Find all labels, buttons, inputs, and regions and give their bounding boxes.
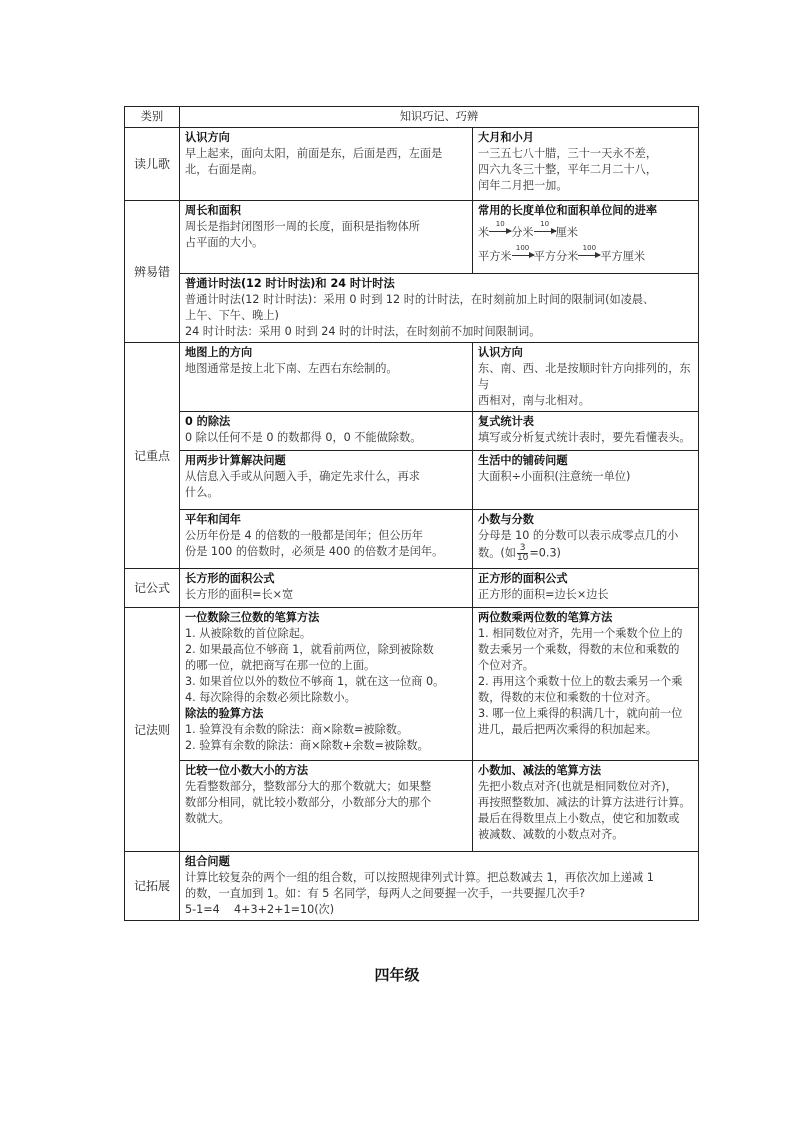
cell-left (180, 761, 473, 852)
header-category: 类别 (125, 107, 180, 128)
arrow-icon (578, 244, 600, 263)
cell-text: 先看整数部分，整数部分大的那个数就大；如果整 (185, 780, 432, 793)
cell-text: 个位对齐。 (478, 659, 534, 672)
cell-text: 1. 相同数位对齐，先用一个乘数个位上的 (478, 627, 683, 640)
row-bianyicuo-full (125, 274, 699, 343)
cell-title: 生活中的铺砖问题 (478, 454, 568, 467)
cell-title: 周长和面积 (185, 204, 241, 217)
category-label: 辨易错 (125, 201, 180, 343)
cell-right (473, 510, 699, 569)
cell-text: 闰年二月把一加。 (478, 179, 568, 192)
cell-text: 1. 从被除数的首位除起。 (185, 627, 312, 640)
unit-label: 米 (478, 226, 490, 239)
cell-text: 再按照整数加、减法的计算方法进行计算。 (478, 796, 691, 809)
cell-left (180, 451, 473, 510)
cell-right (473, 608, 699, 761)
cell-title: 除法的验算方法 (185, 707, 264, 720)
cell-right (473, 201, 699, 274)
unit-label: 平方米 (478, 250, 512, 263)
text-fragment: 数。(如 (478, 546, 516, 560)
cell-text: 一三五七八十腊，三十一天永不差， (478, 147, 658, 160)
row-zhongdian-1 (125, 343, 699, 412)
row-gongshi (125, 569, 699, 608)
cell-title: 比较一位小数大小的方法 (185, 764, 309, 777)
fraction-example (478, 544, 693, 563)
cell-title: 用两步计算解决问题 (185, 454, 286, 467)
text-fragment: =0.3) (529, 546, 561, 560)
cell-text: 的哪一位，就把商写在那一位的上面。 (185, 659, 376, 672)
rate-label: 100 (515, 244, 530, 252)
cell-text: 普通计时法(12 时计时法)：采用 0 时到 12 时的计时法，在时刻前加上时间的限制词(如凌晨、 (185, 293, 655, 306)
arrow-icon (534, 220, 556, 239)
cell-title: 复式统计表 (478, 415, 534, 428)
cell-text: 西相对，南与北相对。 (478, 394, 590, 407)
cell-text: 24 时计时法：采用 0 时到 24 时的计时法，在时刻前不加时间限制词。 (185, 325, 541, 338)
cell-left (180, 510, 473, 569)
row-dur (125, 128, 699, 201)
row-faze-2 (125, 761, 699, 852)
arrow-icon (489, 220, 511, 239)
cell-text: 大面积÷小面积(注意统一单位) (478, 470, 631, 483)
cell-left (180, 128, 473, 201)
fraction (517, 544, 528, 563)
cell-text: 3. 如果首位以外的数位不够商 1，就在这一位商 0。 (185, 675, 445, 688)
cell-left (180, 412, 473, 451)
cell-left (180, 201, 473, 274)
cell-text: 公历年份是 4 的倍数的一般都是闰年；但公历年 (185, 529, 423, 542)
cell-text: 数，得数的末位和乘数的十位对齐。 (478, 691, 658, 704)
cell-left (180, 569, 473, 608)
category-label: 记公式 (125, 569, 180, 608)
cell-text: 的数，一直加到 1。如：有 5 名同学，每两人之间要握一次手，一共要握几次手? (185, 887, 586, 900)
cell-title: 常用的长度单位和面积单位间的进率 (478, 204, 658, 217)
cell-text: 上午、下午、晚上) (185, 309, 279, 322)
cell-text: 分母是 10 的分数可以表示成零点几的小 (478, 529, 679, 542)
unit-label: 分米 (511, 226, 534, 239)
cell-right (473, 343, 699, 412)
cell-title: 0 的除法 (185, 415, 231, 428)
cell-left (180, 608, 473, 761)
category-label: 记重点 (125, 343, 180, 569)
cell-title: 地图上的方向 (185, 346, 253, 359)
cell-text: 正方形的面积=边长×边长 (478, 588, 609, 601)
cell-text: 5-1=4 4+3+2+1=10(次) (185, 903, 335, 916)
cell-text: 占平面的大小。 (185, 236, 264, 249)
cell-full (180, 852, 699, 921)
cell-right (473, 128, 699, 201)
row-tuozhan (125, 852, 699, 921)
cell-title: 大月和小月 (478, 131, 534, 144)
cell-text: 进几，最后把两次乘得的积加起来。 (478, 723, 658, 736)
cell-text: 填写或分析复式统计表时，要先看懂表头。 (478, 431, 691, 444)
cell-text: 3. 哪一位上乘得的积满几十，就向前一位 (478, 707, 683, 720)
unit-label: 平方厘米 (600, 250, 646, 263)
cell-text: 从信息入手或从问题入手，确定先求什么，再求 (185, 470, 420, 483)
cell-title: 一位数除三位数的笔算方法 (185, 611, 320, 624)
cell-title: 两位数乘两位数的笔算方法 (478, 611, 613, 624)
cell-text: 数就大。 (185, 812, 230, 825)
cell-title: 认识方向 (478, 346, 523, 359)
numerator: 3 (517, 544, 528, 554)
cell-left (180, 343, 473, 412)
unit-label: 平方分米 (533, 250, 579, 263)
cell-title: 小数加、减法的笔算方法 (478, 764, 602, 777)
cell-text: 2. 再用这个乘数十位上的数去乘另一个乘 (478, 675, 683, 688)
cell-text: 数去乘另一个乘数，得数的末位和乘数的 (478, 643, 680, 656)
denominator: 10 (516, 553, 529, 563)
cell-text: 0 除以任何不是 0 的数都得 0，0 不能做除数。 (185, 431, 422, 444)
cell-title: 正方形的面积公式 (478, 572, 568, 585)
cell-title: 认识方向 (185, 131, 230, 144)
cell-text: 东、南、西、北是按顺时针方向排列的，东与 (478, 362, 691, 391)
cell-right (473, 761, 699, 852)
arrow-icon (512, 244, 534, 263)
row-zhongdian-3 (125, 451, 699, 510)
cell-right (473, 412, 699, 451)
row-faze-1 (125, 608, 699, 761)
cell-text: 2. 如果最高位不够商 1，就看前两位，除到被除数 (185, 643, 434, 656)
cell-text: 四六九冬三十整，平年二月二十八， (478, 163, 658, 176)
unit-chain-length (478, 220, 693, 241)
row-zhongdian-2 (125, 412, 699, 451)
cell-text: 最后在得数里点上小数点，使它和加数或 (478, 812, 680, 825)
row-bianyicuo (125, 201, 699, 274)
cell-text: 地图通常是按上北下南、左西右东绘制的。 (185, 362, 398, 375)
rate-label: 10 (540, 220, 550, 228)
cell-text: 2. 验算有余数的除法：商×除数+余数=被除数。 (185, 739, 429, 752)
cell-text: 被减数、减数的小数点对齐。 (478, 828, 624, 841)
cell-text: 什么。 (185, 486, 219, 499)
row-zhongdian-4 (125, 510, 699, 569)
cell-text: 1. 验算没有余数的除法：商×除数=被除数。 (185, 723, 409, 736)
cell-text: 份是 100 的倍数时，必须是 400 的倍数才是闰年。 (185, 545, 444, 558)
cell-text: 计算比较复杂的两个一组的组合数，可以按照规律列式计算。把总数减去 1，再依次加上递减 1 (185, 871, 654, 884)
unit-label: 厘米 (555, 226, 578, 239)
header-content: 知识巧记、巧辨 (180, 107, 699, 128)
cell-title: 小数与分数 (478, 513, 534, 526)
category-label: 记法则 (125, 608, 180, 852)
grade-heading: 四年级 (374, 966, 420, 984)
cell-text: 早上起来，面向太阳，前面是东，后面是西，左面是 (185, 147, 443, 160)
cell-text: 周长是指封闭图形一周的长度，面积是指物体所 (185, 220, 420, 233)
cell-text: 先把小数点对齐(也就是相同数位对齐)， (478, 780, 677, 793)
knowledge-table (124, 106, 699, 921)
cell-title: 组合问题 (185, 855, 230, 868)
cell-title: 普通计时法(12 时计时法)和 24 时计时法 (185, 277, 395, 290)
cell-text: 4. 每次除得的余数必须比除数小。 (185, 691, 356, 704)
category-label: 读儿歌 (125, 128, 180, 201)
cell-right (473, 451, 699, 510)
table-header-row (125, 107, 699, 128)
cell-text: 数部分相同，就比较小数部分，小数部分大的那个 (185, 796, 432, 809)
cell-text: 长方形的面积=长×宽 (185, 588, 294, 601)
cell-title: 平年和闰年 (185, 513, 241, 526)
cell-title: 长方形的面积公式 (185, 572, 275, 585)
cell-text: 北，右面是南。 (185, 163, 264, 176)
unit-chain-area (478, 244, 693, 265)
category-label: 记拓展 (125, 852, 180, 921)
cell-full (180, 274, 699, 343)
rate-label: 100 (582, 244, 597, 252)
cell-right (473, 569, 699, 608)
rate-label: 10 (495, 220, 505, 228)
